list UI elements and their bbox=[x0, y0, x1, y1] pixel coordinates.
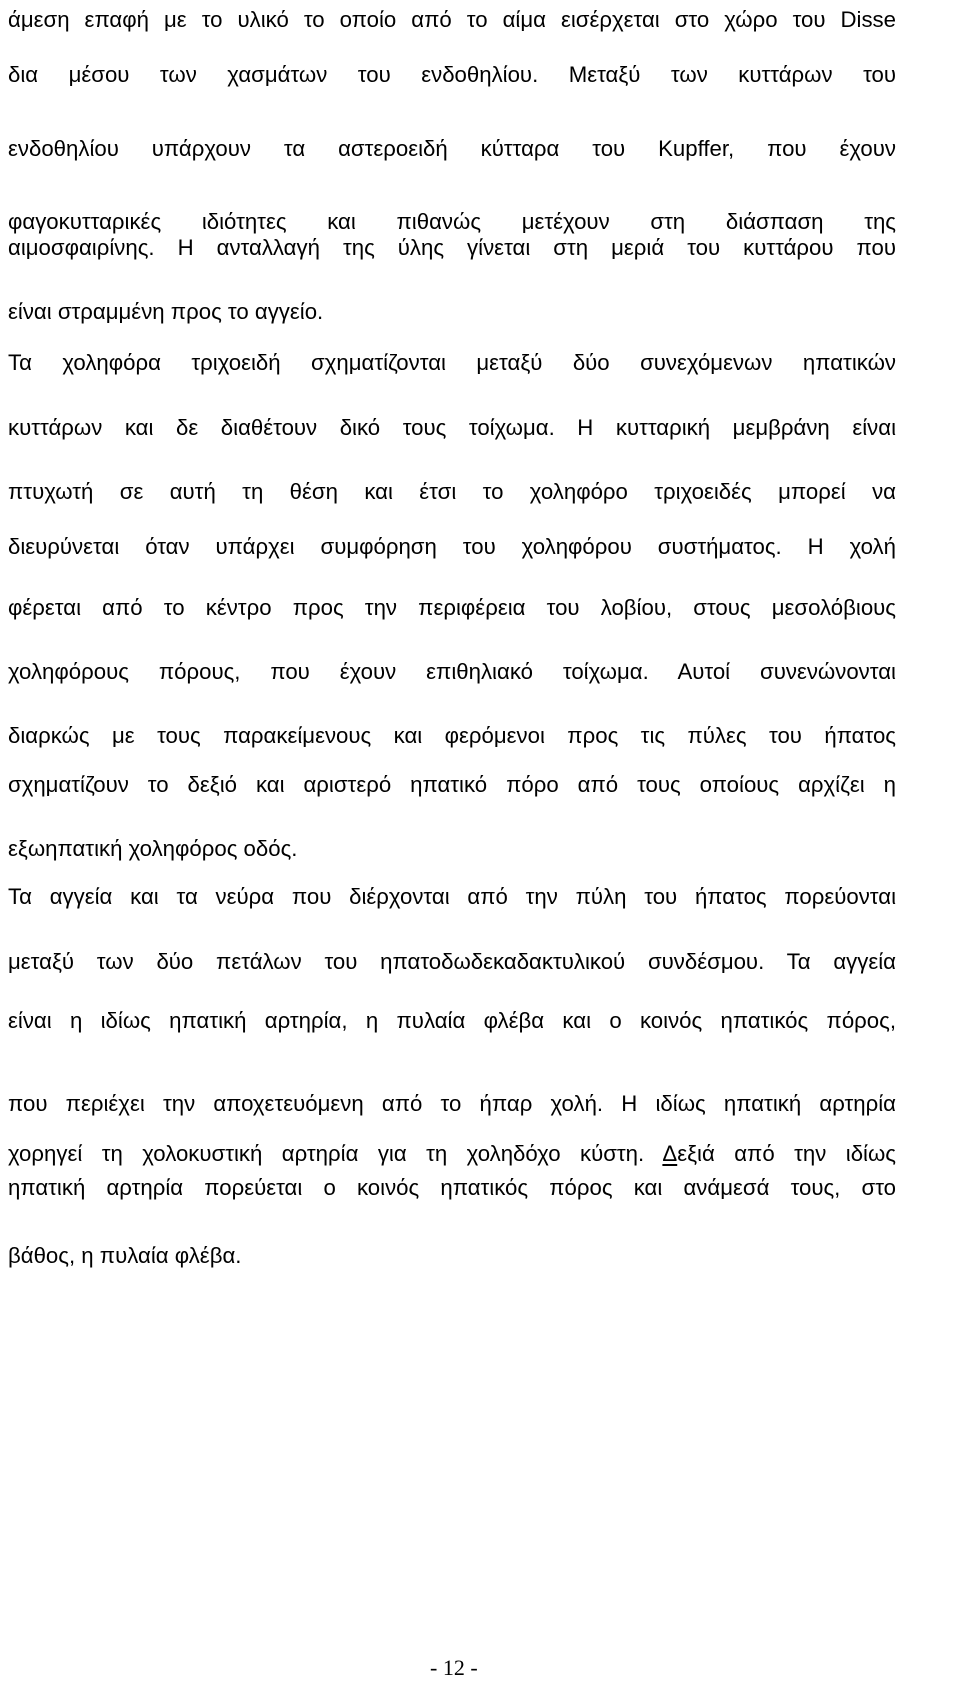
text-line bbox=[8, 833, 896, 865]
text-segment: ηπατική αρτηρία πορεύεται ο κοινός ηπατικός πόρος και ανάμεσά τους, στο bbox=[8, 1175, 896, 1200]
text-line bbox=[8, 1005, 896, 1037]
text-segment: φέρεται από το κέντρο προς την περιφέρεια του λοβίου, στους μεσολόβιους bbox=[8, 595, 896, 620]
page-number: - 12 - bbox=[430, 1655, 478, 1680]
text-segment: χορηγεί τη χολοκυστική αρτηρία για τη χοληδόχο κύστη. bbox=[8, 1141, 663, 1166]
text-segment: φαγοκυτταρικές ιδιότητες και πιθανώς μετέχουν στη διάσπαση της bbox=[8, 209, 896, 234]
text-line bbox=[8, 592, 896, 624]
text-line bbox=[8, 232, 896, 264]
text-segment: ενδοθηλίου υπάρχουν τα αστεροειδή κύτταρα του Kupffer, που έχουν bbox=[8, 136, 896, 161]
text-segment: διευρύνεται όταν υπάρχει συμφόρηση του χοληφόρου συστήματος. Η χολή bbox=[8, 534, 896, 559]
text-segment: είναι στραμμένη προς το αγγείο. bbox=[8, 299, 324, 324]
text-line bbox=[8, 720, 896, 752]
text-segment: χοληφόρους πόρους, που έχουν επιθηλιακό τοίχωμα. Αυτοί συνενώνονται bbox=[8, 659, 896, 684]
text-segment: εξιά από την ιδίως bbox=[677, 1141, 897, 1166]
text-line bbox=[8, 133, 896, 165]
text-segment: άμεση επαφή με το υλικό το οποίο από το αίμα εισέρχεται στο χώρο του Disse bbox=[8, 7, 896, 32]
text-segment: μεταξύ των δύο πετάλων του ηπατοδωδεκαδακτυλικού συνδέσμου. Τα αγγεία bbox=[8, 949, 896, 974]
text-line bbox=[8, 1088, 896, 1120]
text-line bbox=[8, 59, 896, 91]
text-line bbox=[8, 946, 896, 978]
text-line bbox=[8, 1138, 896, 1170]
text-line bbox=[8, 769, 896, 801]
text-segment: δια μέσου των χασμάτων του ενδοθηλίου. Μεταξύ των κυττάρων του bbox=[8, 62, 896, 87]
text-segment: που περιέχει την αποχετευόμενη από το ήπαρ χολή. Η ιδίως ηπατική αρτηρία bbox=[8, 1091, 896, 1116]
text-line bbox=[8, 1172, 896, 1204]
text-line bbox=[8, 881, 896, 913]
text-segment: Τα χοληφόρα τριχοειδή σχηματίζονται μεταξύ δύο συνεχόμενων ηπατικών bbox=[8, 350, 896, 375]
text-line bbox=[8, 531, 896, 563]
text-segment: διαρκώς με τους παρακείμενους και φερόμενοι προς τις πύλες του ήπατος bbox=[8, 723, 896, 748]
text-segment: Τα αγγεία και τα νεύρα που διέρχονται από την πύλη του ήπατος πορεύονται bbox=[8, 884, 896, 909]
text-segment: σχηματίζουν το δεξιό και αριστερό ηπατικό πόρο από τους οποίους αρχίζει η bbox=[8, 772, 896, 797]
text-line bbox=[8, 4, 896, 36]
text-segment: είναι η ιδίως ηπατική αρτηρία, η πυλαία φλέβα και ο κοινός ηπατικός πόρος, bbox=[8, 1008, 896, 1033]
text-segment: κυττάρων και δε διαθέτουν δικό τους τοίχωμα. Η κυτταρική μεμβράνη είναι bbox=[8, 415, 896, 440]
text-line bbox=[8, 476, 896, 508]
text-segment-underlined: Δ bbox=[662, 1141, 678, 1166]
text-segment: εξωηπατική χοληφόρος οδός. bbox=[8, 836, 298, 861]
text-line bbox=[8, 412, 896, 444]
text-line bbox=[8, 347, 896, 379]
text-line bbox=[8, 656, 896, 688]
text-line bbox=[8, 296, 896, 328]
text-line bbox=[8, 1240, 896, 1272]
text-segment: βάθος, η πυλαία φλέβα. bbox=[8, 1243, 242, 1268]
text-segment: αιμοσφαιρίνης. Η ανταλλαγή της ύλης γίνεται στη μεριά του κυττάρου που bbox=[8, 235, 896, 260]
text-segment: πτυχωτή σε αυτή τη θέση και έτσι το χοληφόρο τριχοειδές μπορεί να bbox=[8, 479, 896, 504]
